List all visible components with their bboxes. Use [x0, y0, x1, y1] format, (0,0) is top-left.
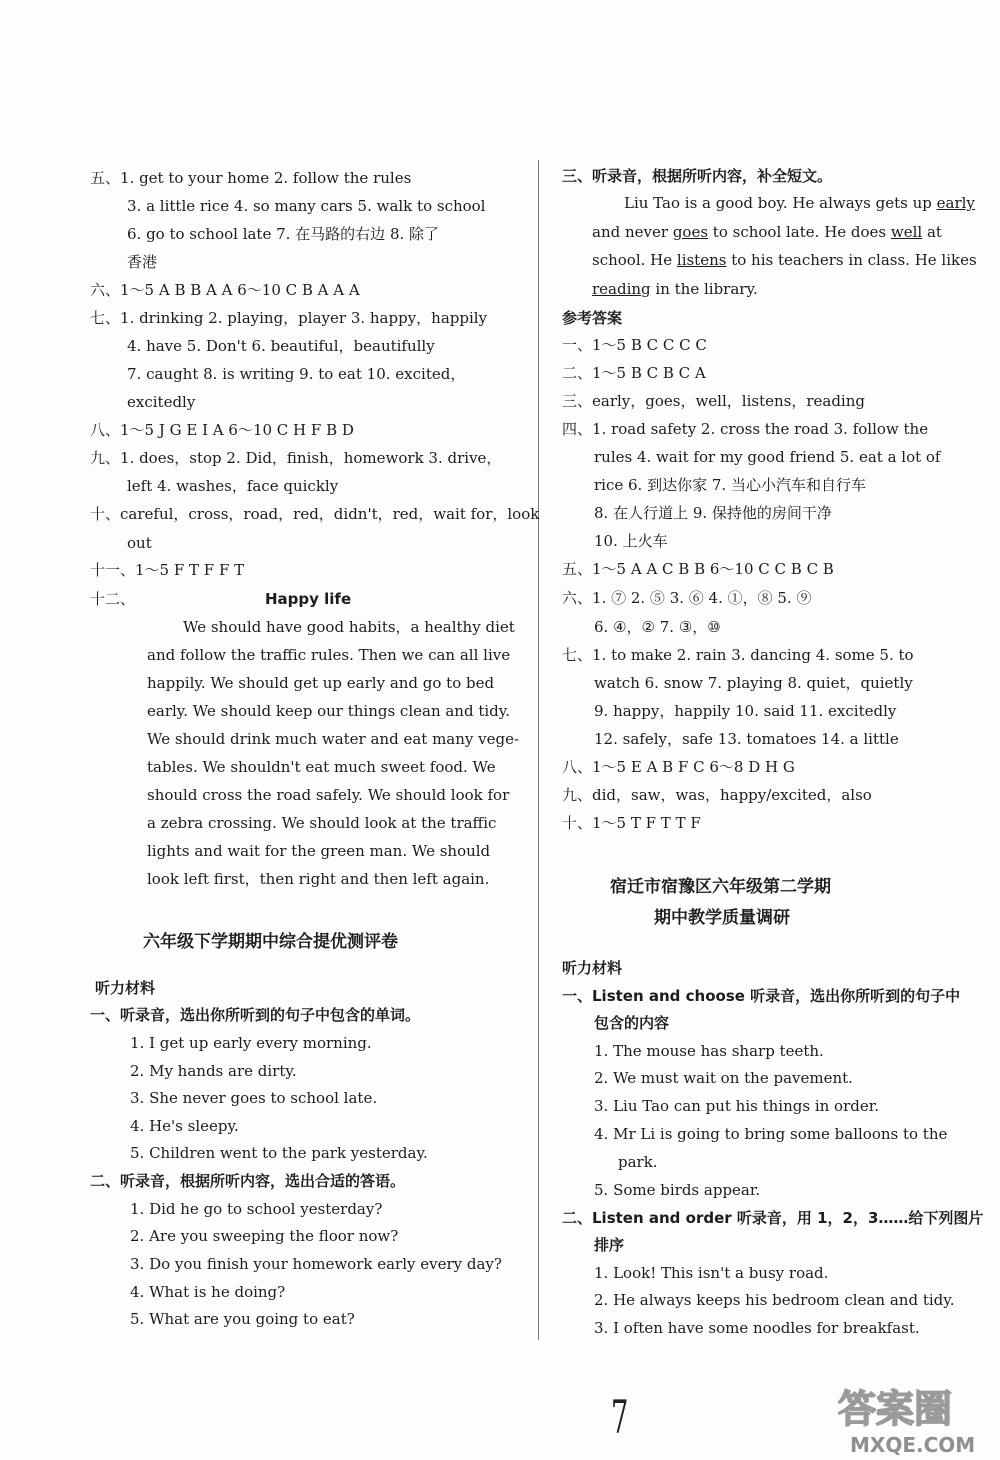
list-item: 3. Do you finish your homework early every day? — [130, 1255, 502, 1273]
answer-line: 10. 上火车 — [594, 532, 668, 550]
essay-line: We should drink much water and eat many vege- — [147, 730, 520, 748]
watermark-text: 答案圈 — [838, 1387, 953, 1431]
passage-text: in the library. — [650, 280, 758, 298]
list-item: 1. I get up early every morning. — [130, 1034, 372, 1052]
watermark-url: MXQE.COM — [850, 1433, 976, 1456]
answer-line: 九、1. does，stop 2. Did，finish，homework 3. drive， — [90, 449, 502, 467]
answer-line: 香港 — [127, 253, 158, 271]
essay-line: a zebra crossing. We should look at the traffic — [147, 814, 497, 832]
essay-line: tables. We shouldn't eat much sweet food. We — [147, 758, 496, 776]
passage-text: at — [922, 223, 942, 241]
answer-line: excitedly — [127, 393, 196, 411]
exam-title-line1: 宿迁市宿豫区六年级第二学期 — [610, 877, 831, 897]
list-item: 1. Look! This isn't a busy road. — [594, 1264, 829, 1282]
page-number: 7 — [610, 1390, 629, 1444]
answer-word: listens — [676, 251, 727, 269]
list-item: 5. Children went to the park yesterday. — [130, 1144, 428, 1162]
essay-line: early. We should keep our things clean and tidy. — [147, 702, 511, 720]
answer-line: 6. ④，② 7. ③，⑩ — [594, 618, 721, 636]
list-item: park. — [618, 1153, 658, 1171]
answer-word: goes — [672, 223, 709, 241]
question-header: 二、Listen and order 听录音，用 1，2，3……给下列图片 — [562, 1209, 984, 1227]
essay-line: lights and wait for the green man. We should — [147, 842, 491, 860]
essay-line: We should have good habits，a healthy diet — [183, 618, 515, 636]
essay-line: happily. We should get up early and go to bed — [147, 674, 495, 692]
list-item: 3. Liu Tao can put his things in order. — [594, 1097, 880, 1115]
answer-line: 六、1. ⑦ 2. ⑤ 3. ⑥ 4. ①，⑧ 5. ⑨ — [562, 589, 812, 607]
question-header: 三、听录音，根据所听内容，补全短文。 — [562, 167, 833, 185]
passage-text: to his teachers in class. He likes — [726, 251, 977, 269]
passage-text: to school late. He does — [708, 223, 891, 241]
answer-line: 3. a little rice 4. so many cars 5. walk to school — [127, 197, 486, 215]
essay-line: look left first，then right and then left again. — [147, 870, 490, 888]
passage-line — [592, 279, 758, 299]
answer-line: 九、did，saw，was，happy/excited，also — [562, 786, 872, 804]
question-header: 一、Listen and choose 听录音，选出你所听到的句子中 — [562, 987, 961, 1005]
answer-line: 十一、1～5 F T F F T — [90, 561, 245, 579]
answer-line: watch 6. snow 7. playing 8. quiet，quietly — [594, 674, 913, 692]
question-header: 二、听录音，根据所听内容，选出合适的答语。 — [90, 1172, 406, 1190]
answer-word: well — [890, 223, 923, 241]
answer-line: 四、1. road safety 2. cross the road 3. follow the — [562, 420, 929, 438]
list-item: 2. Are you sweeping the floor now? — [130, 1227, 399, 1245]
list-item: 5. What are you going to eat? — [130, 1310, 355, 1328]
list-item: 1. Did he go to school yesterday? — [130, 1200, 383, 1218]
answer-line: 八、1～5 J G E I A 6～10 C H F B D — [90, 421, 354, 439]
answers-header: 参考答案 — [562, 309, 623, 327]
passage-text: school. He — [592, 251, 677, 269]
list-item: 2. My hands are dirty. — [130, 1062, 297, 1080]
passage-text: and never — [592, 223, 673, 241]
list-item: 4. What is he doing? — [130, 1283, 286, 1301]
list-item: 2. We must wait on the pavement. — [594, 1069, 853, 1087]
passage-line — [592, 222, 942, 242]
answer-line: 十二、 — [90, 590, 136, 608]
answer-line: 五、1～5 A A C B B 6～10 C C B C B — [562, 560, 834, 578]
section-title: 六年级下学期期中综合提优测评卷 — [143, 932, 398, 952]
list-item: 3. I often have some noodles for breakfast. — [594, 1319, 920, 1337]
answer-word: reading — [592, 280, 651, 298]
answer-line: 十、careful，cross，road，red，didn't，red，wait for，look — [90, 505, 540, 523]
answer-line: 一、1～5 B C C C C — [562, 336, 707, 354]
answer-line: rules 4. wait for my good friend 5. eat a lot of — [594, 448, 941, 466]
question-header: 排序 — [594, 1236, 625, 1254]
answer-line: left 4. washes，face quickly — [127, 477, 339, 495]
answer-line: 6. go to school late 7. 在马路的右边 8. 除了 — [127, 225, 440, 243]
answer-line: rice 6. 到达你家 7. 当心小汽车和自行车 — [594, 476, 866, 494]
list-item: 4. He's sleepy. — [130, 1117, 239, 1135]
question-header: 一、听录音，选出你所听到的句子中包含的单词。 — [90, 1006, 421, 1024]
answer-line: 八、1～5 E A B F C 6～8 D H G — [562, 758, 795, 776]
column-divider — [538, 160, 539, 1340]
answer-line: 三、early，goes，well，listens，reading — [562, 392, 865, 410]
answer-line: 五、1. get to your home 2. follow the rules — [90, 169, 412, 187]
passage-line — [592, 250, 977, 270]
answer-line: 12. safely，safe 13. tomatoes 14. a little — [594, 730, 899, 748]
answer-line: out — [127, 534, 152, 552]
essay-line: should cross the road safely. We should look for — [147, 786, 510, 804]
passage-text: Liu Tao is a good boy. He always gets up — [624, 194, 937, 212]
essay-line: and follow the traffic rules. Then we can all live — [147, 646, 511, 664]
answer-line: 9. happy，happily 10. said 11. excitedly — [594, 702, 897, 720]
exam-title-line2: 期中教学质量调研 — [654, 908, 790, 928]
answer-line: 七、1. drinking 2. playing，player 3. happy，happily — [90, 309, 488, 327]
answer-line: 7. caught 8. is writing 9. to eat 10. excited， — [127, 365, 466, 383]
answer-line: 六、1～5 A B B A A 6～10 C B A A A — [90, 281, 360, 299]
answer-line: 二、1～5 B C B C A — [562, 364, 706, 382]
question-header: 包含的内容 — [594, 1014, 670, 1032]
list-item: 4. Mr Li is going to bring some balloons to the — [594, 1125, 948, 1143]
answer-line: 七、1. to make 2. rain 3. dancing 4. some 5. to — [562, 646, 914, 664]
list-item: 1. The mouse has sharp teeth. — [594, 1042, 824, 1060]
listening-header: 听力材料 — [562, 959, 623, 977]
listening-header: 听力材料 — [95, 979, 156, 997]
list-item: 3. She never goes to school late. — [130, 1089, 378, 1107]
list-item: 2. He always keeps his bedroom clean and tidy. — [594, 1291, 955, 1309]
answer-line: 4. have 5. Don't 6. beautiful，beautifully — [127, 337, 435, 355]
answer-line: 8. 在人行道上 9. 保持他的房间干净 — [594, 504, 832, 522]
essay-title: Happy life — [265, 590, 352, 608]
answer-word: early — [936, 194, 975, 212]
answer-line: 十、1～5 T F T T F — [562, 814, 701, 832]
watermark-logo — [830, 1378, 995, 1456]
passage-line — [624, 193, 975, 213]
list-item: 5. Some birds appear. — [594, 1181, 761, 1199]
